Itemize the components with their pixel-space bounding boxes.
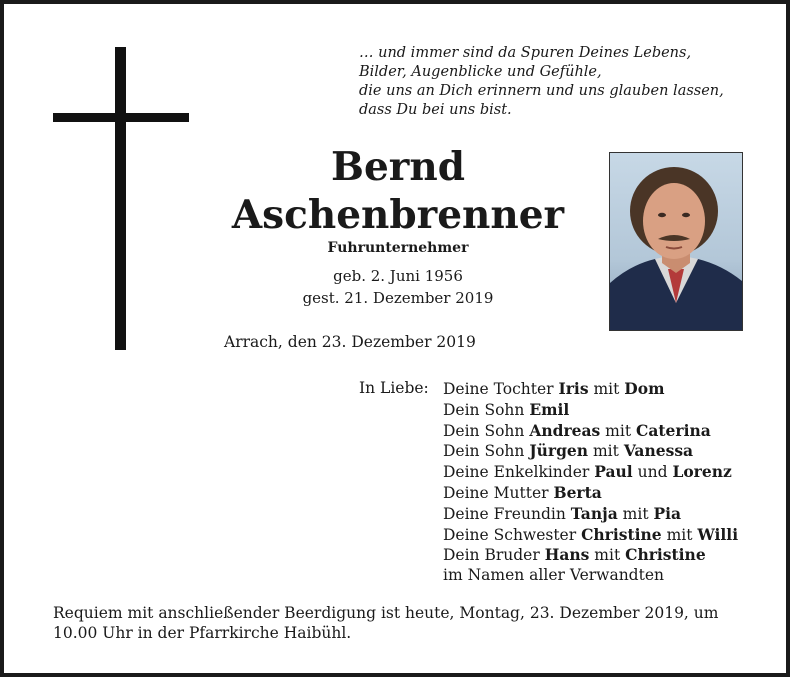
mourner-name: Dom (624, 379, 665, 398)
mourner-name: Christine (625, 545, 706, 565)
mourner-name: Iris (558, 379, 589, 398)
mourner-name: Lorenz (672, 462, 732, 482)
mourner-relation: mit (588, 442, 624, 461)
mourner-line (443, 545, 738, 566)
mourner-line (443, 379, 738, 400)
mourner-relation: Deine Mutter (443, 483, 554, 502)
mourner-name: Emil (529, 399, 570, 419)
cross-icon (115, 47, 126, 350)
mourner-relation: Deine Schwester (443, 525, 582, 544)
place-and-date: Arrach, den 23. Dezember 2019 (224, 333, 476, 351)
mourners-list (443, 379, 738, 586)
mourner-name: Jürgen (529, 441, 589, 461)
mourner-name: Christine (581, 524, 662, 544)
mourner-line (443, 504, 738, 525)
mourner-name: Tanja (570, 503, 618, 523)
mourner-line (443, 462, 738, 483)
mourner-line (443, 483, 738, 504)
deceased-first-name: Bernd (331, 144, 465, 190)
poem-line: die uns an Dich erinnern und uns glauben lassen, (359, 83, 724, 99)
birth-date: geb. 2. Juni 1956 (333, 267, 463, 285)
mourner-line (443, 441, 738, 462)
mourner-line (443, 400, 738, 421)
mourner-relation: Deine Tochter (443, 380, 559, 398)
cross-icon-bar (53, 113, 189, 122)
mourner-name: Willi (697, 524, 739, 544)
mourner-relation: Dein Sohn (443, 421, 530, 440)
mourner-relation: mit (588, 380, 625, 398)
mourner-relation: Deine Enkelkinder (443, 463, 595, 482)
mourner-name: Pia (653, 503, 682, 523)
mourner-name: Berta (553, 482, 602, 502)
mourner-relation: im Namen aller Verwandten (443, 566, 664, 585)
funeral-notice: Requiem mit anschließender Beerdigung ist heute, Montag, 23. Dezember 2019, um 10.00 Uhr in der Pfarrkirche Haibühl. (53, 604, 719, 642)
poem (359, 44, 724, 120)
mourner-name: Paul (594, 462, 633, 482)
mourner-relation: und (632, 463, 673, 482)
mourner-name: Hans (544, 545, 590, 565)
mourner-name: Vanessa (623, 441, 694, 461)
mourner-relation: mit (661, 525, 698, 544)
poem-line: dass Du bei uns bist. (359, 102, 512, 118)
mourner-relation: Dein Bruder (443, 546, 545, 565)
deceased-last-name: Aschenbrenner (231, 192, 565, 238)
mourner-line (443, 525, 738, 546)
mourner-relation: Dein Sohn (443, 400, 530, 419)
mourner-line (443, 566, 738, 586)
portrait-illustration (610, 153, 742, 330)
portrait-photo (609, 152, 743, 331)
poem-line: Bilder, Augenblicke und Gefühle, (359, 64, 602, 80)
mourner-relation: mit (617, 504, 654, 523)
mourners-label: In Liebe: (359, 379, 429, 397)
poem-line: … und immer sind da Spuren Deines Lebens, (359, 45, 692, 61)
mourner-name: Caterina (636, 420, 711, 440)
mourner-relation: mit (589, 546, 626, 565)
mourner-name: Andreas (529, 420, 601, 440)
mourner-relation: mit (600, 421, 636, 440)
mourner-relation: Deine Freundin (443, 504, 571, 523)
deceased-profession: Fuhrunternehmer (327, 240, 469, 256)
death-date: gest. 21. Dezember 2019 (302, 289, 494, 307)
mourner-relation: Dein Sohn (443, 442, 530, 461)
mourner-line (443, 421, 738, 442)
